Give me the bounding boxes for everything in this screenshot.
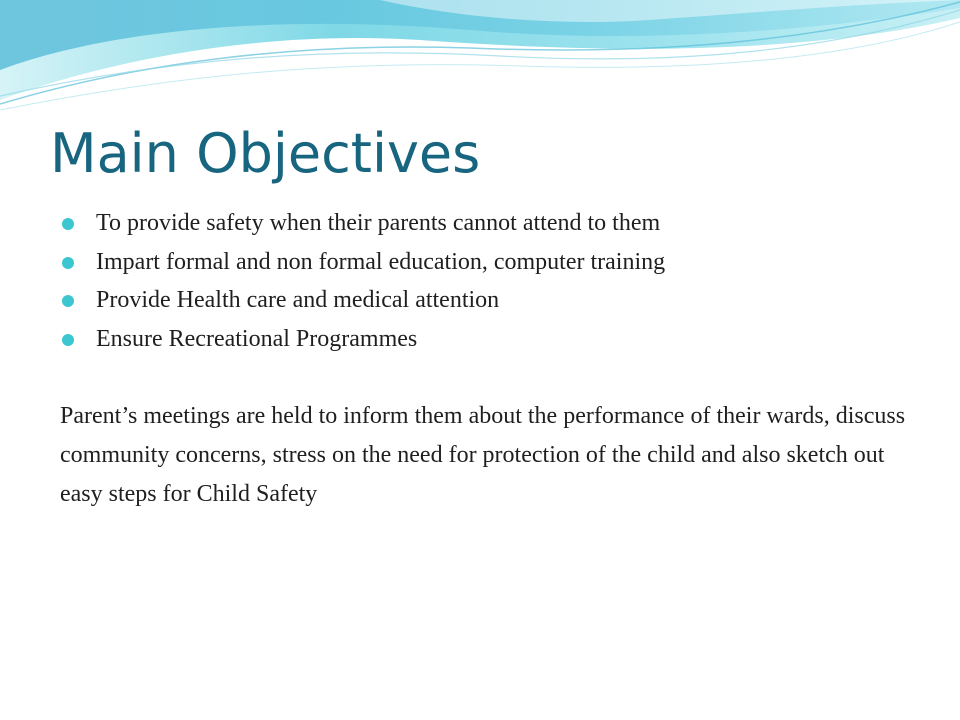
list-item-text: Ensure Recreational Programmes bbox=[96, 325, 418, 352]
list-item bbox=[60, 320, 930, 359]
bullet-dot-icon bbox=[62, 295, 74, 307]
objectives-list bbox=[60, 204, 930, 358]
body-paragraph: Parent’s meetings are held to inform them about the performance of their wards, discuss community concerns, stress on the need for protection of the child and also sketch out easy steps for Child Safety bbox=[60, 403, 906, 507]
list-item-text: Impart formal and non formal education, computer training bbox=[96, 248, 666, 275]
list-item bbox=[60, 243, 930, 282]
list-item bbox=[60, 204, 930, 243]
list-item-text: Provide Health care and medical attention bbox=[96, 287, 500, 313]
list-item-text: To provide safety when their parents cannot attend to them bbox=[96, 210, 661, 236]
bullet-dot-icon bbox=[62, 334, 74, 346]
decorative-wave-header bbox=[0, 0, 960, 115]
slide-title: Main Objectives bbox=[50, 122, 481, 185]
bullet-dot-icon bbox=[62, 218, 74, 230]
list-item bbox=[60, 281, 930, 320]
bullet-dot-icon bbox=[62, 257, 74, 269]
